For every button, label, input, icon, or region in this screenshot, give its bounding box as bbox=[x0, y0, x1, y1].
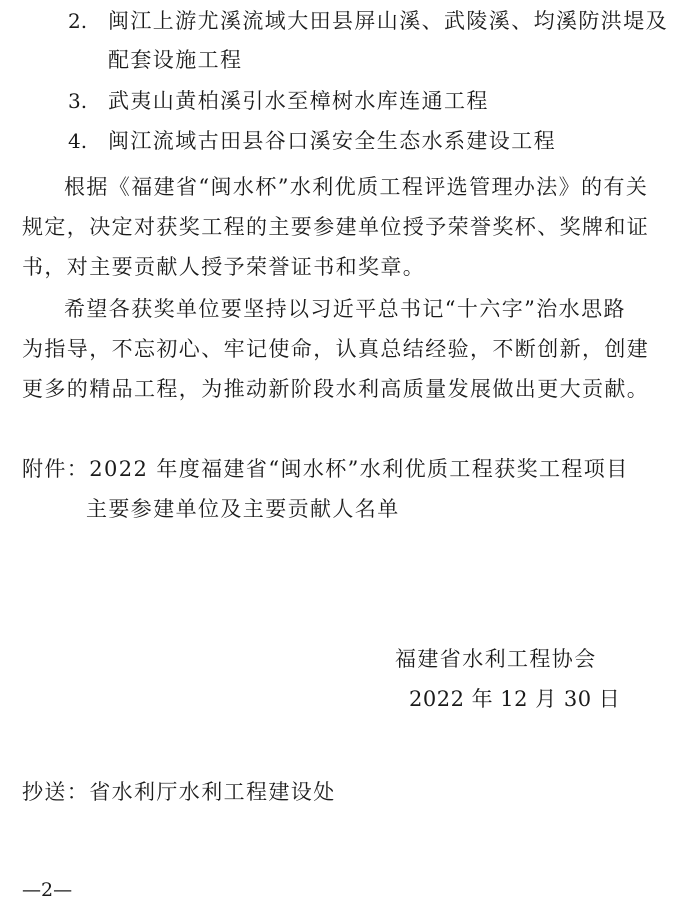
list-item-text: 武夷山黄柏溪引水至樟树水库连通工程 bbox=[108, 89, 489, 113]
cc-label: 抄送： bbox=[22, 780, 90, 804]
list-item-text: 闽江上游尤溪流域大田县屏山溪、武陵溪、均溪防洪堤及 bbox=[108, 9, 668, 33]
cc-line bbox=[22, 777, 336, 807]
paragraph-line: 根据《福建省“闽水杯”水利优质工程评选管理办法》的有关 bbox=[64, 175, 649, 199]
cc-recipient: 省水利厅水利工程建设处 bbox=[89, 780, 336, 804]
page-number: —2— bbox=[22, 879, 73, 901]
attachment-title: 2022 年度福建省“闽水杯”水利优质工程获奖工程项目 bbox=[89, 457, 629, 481]
paragraph-line: 希望各获奖单位要坚持以习近平总书记“十六字”治水思路 bbox=[64, 297, 626, 321]
list-item-number: 3. bbox=[68, 89, 88, 113]
paragraph-line: 书，对主要贡献人授予荣誉证书和奖章。 bbox=[22, 255, 426, 279]
paragraph-line: 为指导，不忘初心、牢记使命，认真总结经验，不断创新，创建 bbox=[22, 337, 650, 361]
list-item-text: 配套设施工程 bbox=[108, 48, 243, 72]
issue-date: 2022 年 12 月 30 日 bbox=[409, 687, 621, 711]
attachment-label: 附件： bbox=[22, 457, 90, 481]
paragraph-line: 规定，决定对获奖工程的主要参建单位授予荣誉奖杯、奖牌和证 bbox=[22, 215, 650, 239]
list-item-text: 闽江流域古田县谷口溪安全生态水系建设工程 bbox=[108, 129, 556, 153]
attachment-title-continued: 主要参建单位及主要贡献人名单 bbox=[86, 497, 400, 521]
issuing-organization: 福建省水利工程协会 bbox=[395, 647, 597, 671]
list-item-number: 2. bbox=[68, 9, 88, 33]
attachment-line bbox=[22, 454, 629, 484]
list-item-number: 4. bbox=[68, 129, 88, 153]
paragraph-line: 更多的精品工程，为推动新阶段水利高质量发展做出更大贡献。 bbox=[22, 377, 650, 401]
